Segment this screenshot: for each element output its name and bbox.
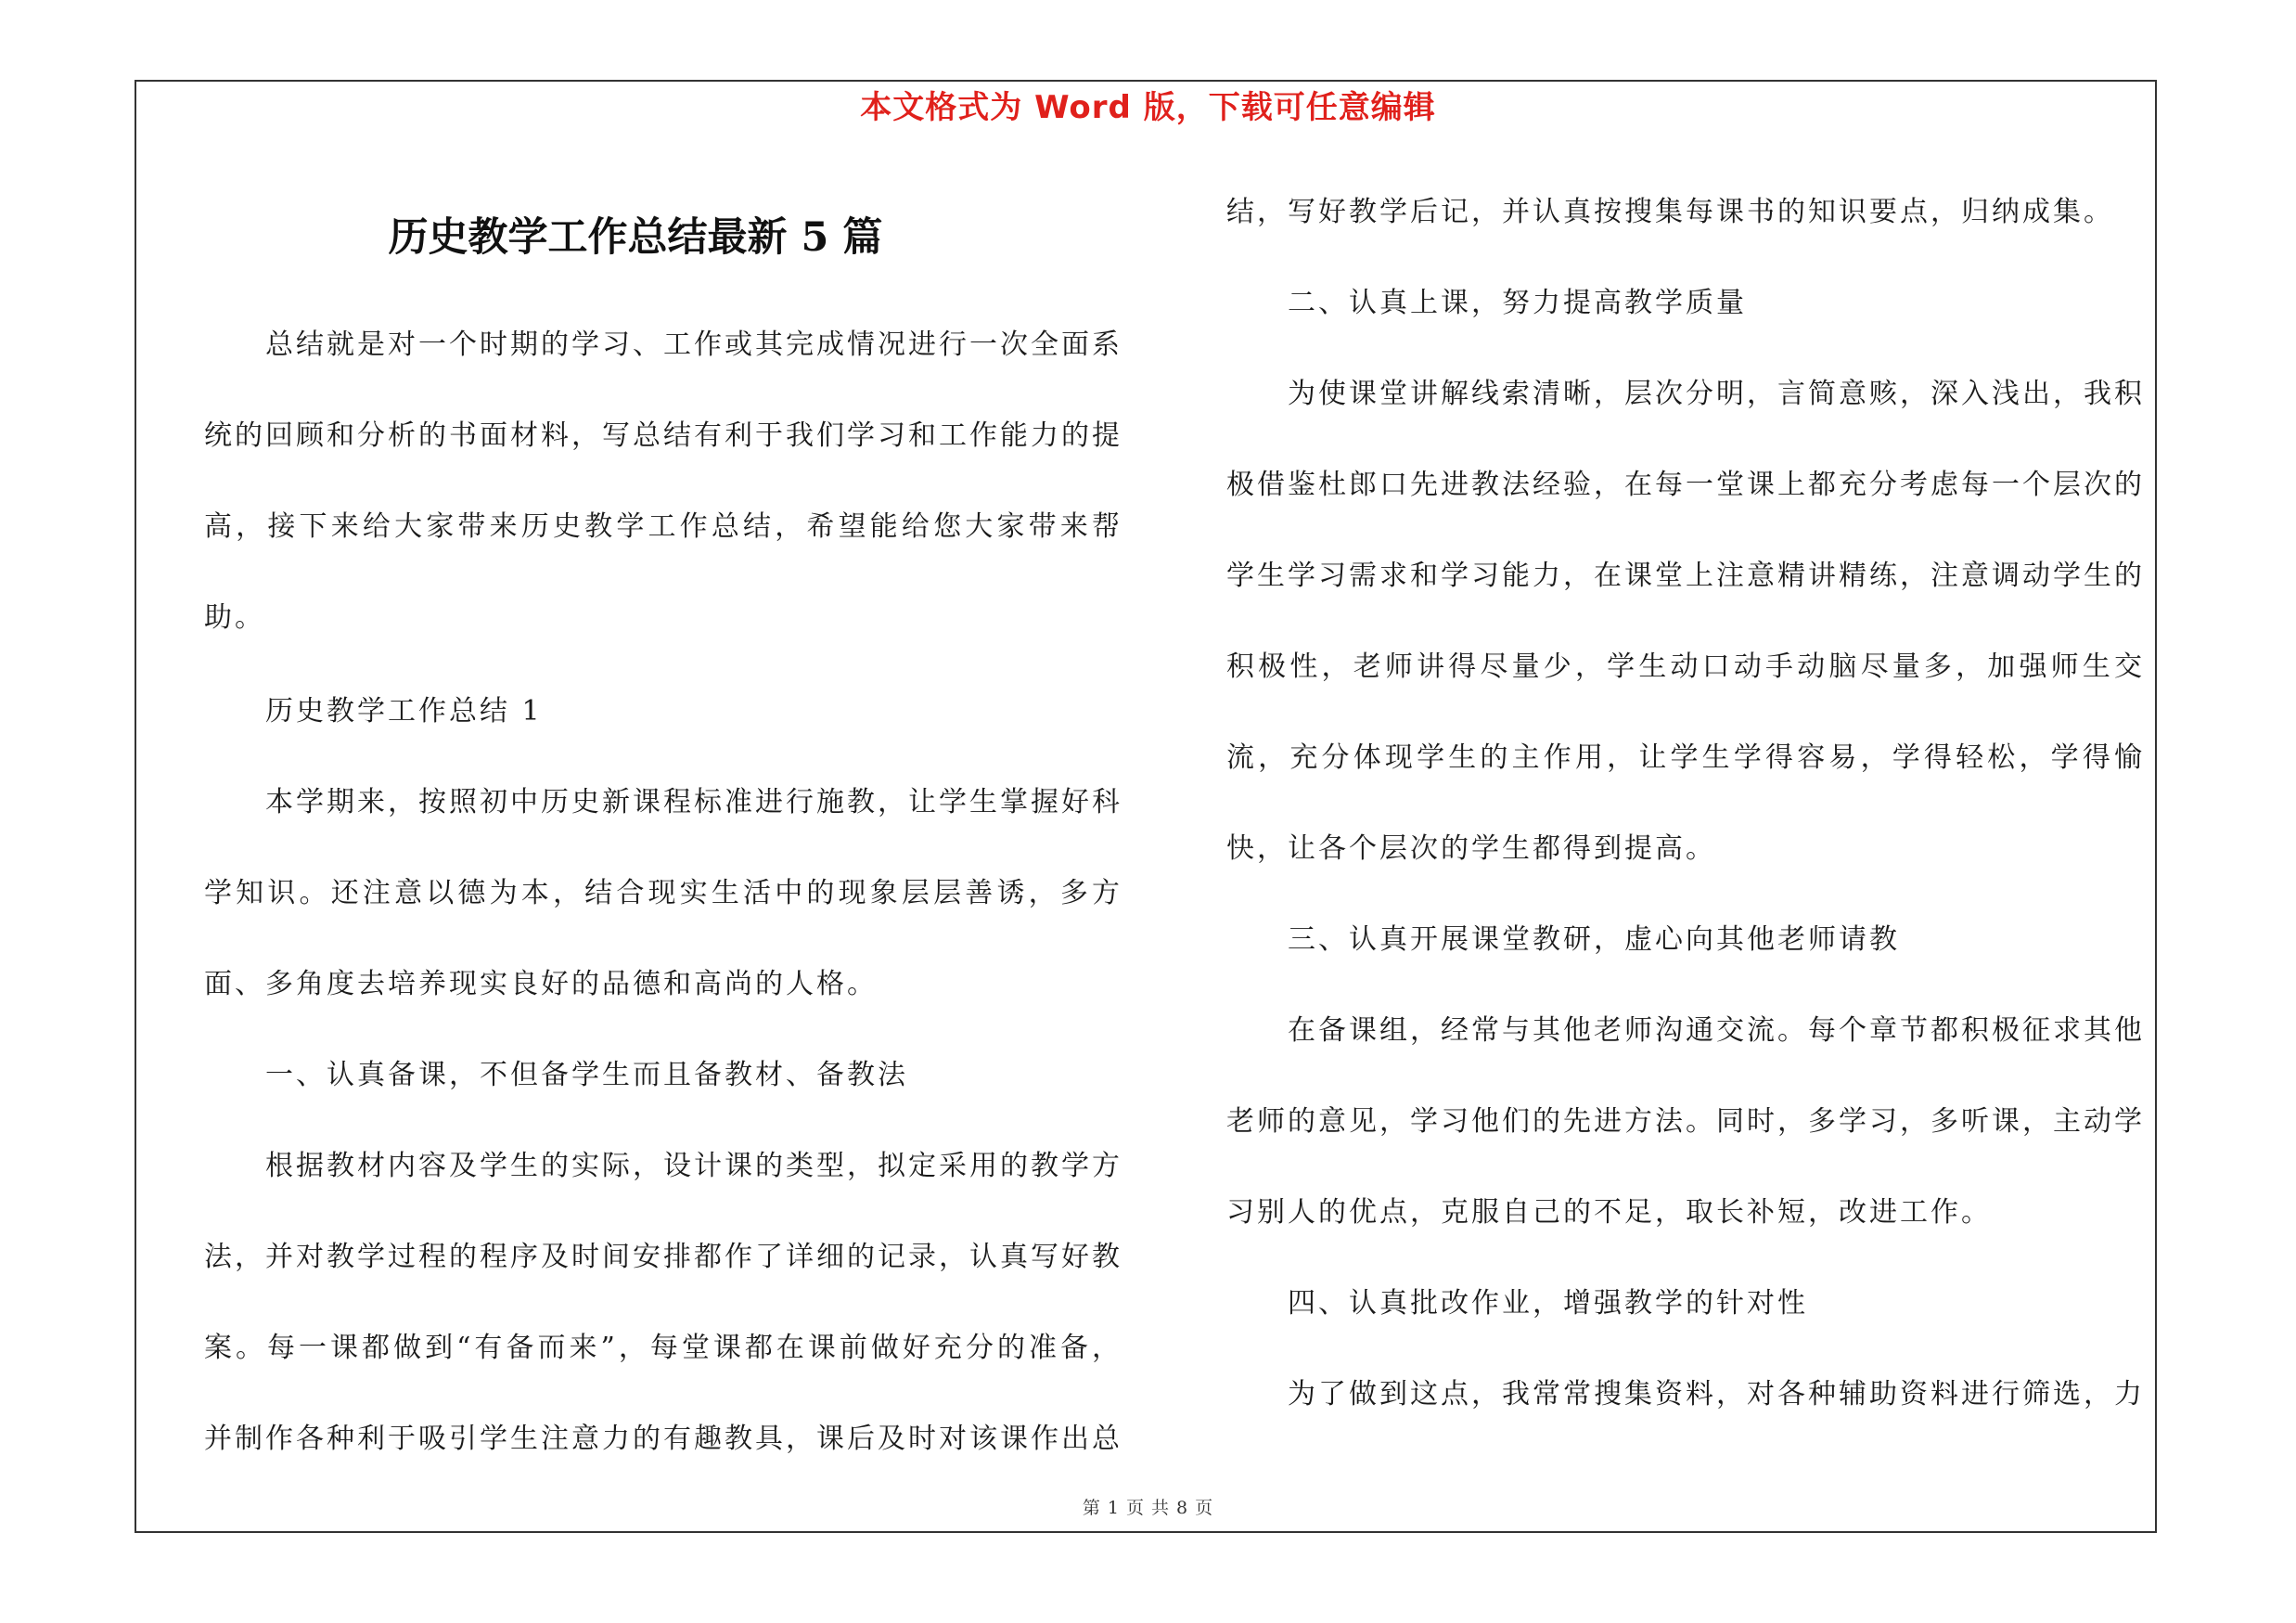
body-paragraph-continued: 结，写好教学后记，并认真按搜集每课书的知识要点，归纳成集。: [1226, 196, 2114, 228]
page-number-footer: 第 1 页 共 8 页: [1082, 1498, 1214, 1518]
body-paragraph: 在备课组，经常与其他老师沟通交流。每个章节都积极征求其他老师的意见，学习他们的先进方法。同时，多学习，多听课，主动学习别人的优点，克服自己的不足，取长补短，改进工作。: [1226, 1014, 2145, 1229]
section-heading: 历史教学工作总结 1: [265, 695, 543, 728]
intro-paragraph: 总结就是对一个时期的学习、工作或其完成情况进行一次全面系统的回顾和分析的书面材料，写总结有利于我们学习和工作能力的提高，接下来给大家带来历史教学工作总结，希望能给您大家带来帮助。: [204, 328, 1122, 634]
body-paragraph: 为了做到这点，我常常搜集资料，对各种辅助资料进行筛选，力: [1288, 1378, 2145, 1410]
subheading: 四、认真批改作业，增强教学的针对性: [1288, 1287, 1808, 1320]
body-paragraph: 本学期来，按照初中历史新课程标准进行施教，让学生掌握好科学知识。还注意以德为本，结合现实生活中的现象层层善诱，多方面、多角度去培养现实良好的品德和高尚的人格。: [204, 786, 1122, 1000]
subheading: 三、认真开展课堂教研，虚心向其他老师请教: [1288, 923, 1900, 956]
body-paragraph: 为使课堂讲解线索清晰，层次分明，言简意赅，深入浅出，我积极借鉴杜郎口先进教法经验，在每一堂课上都充分考虑每一个层次的学生学习需求和学习能力，在课堂上注意精讲精练，注意调动学生的积极性，老师讲得尽量少，学生动口动手动脑尽量多，加强师生交流，充分体现学生的主作用，让学生学得容易，学得轻松，学得愉快，让各个层次的学生都得到提高。: [1226, 378, 2145, 865]
subheading: 一、认真备课，不但备学生而且备教材、备教法: [265, 1059, 908, 1091]
body-paragraph: 根据教材内容及学生的实际，设计课的类型，拟定采用的教学方法，并对教学过程的程序及时间安排都作了详细的记录，认真写好教案。每一课都做到“有备而来”，每堂课都在课前做好充分的准备，并制作各种利于吸引学生注意力的有趣教具，课后及时对该课作出总: [204, 1150, 1122, 1455]
subheading: 二、认真上课，努力提高教学质量: [1288, 287, 1747, 319]
format-banner: 本文格式为 Word 版，下载可任意编辑: [860, 89, 1436, 126]
document-title: 历史教学工作总结最新 5 篇: [388, 214, 883, 261]
